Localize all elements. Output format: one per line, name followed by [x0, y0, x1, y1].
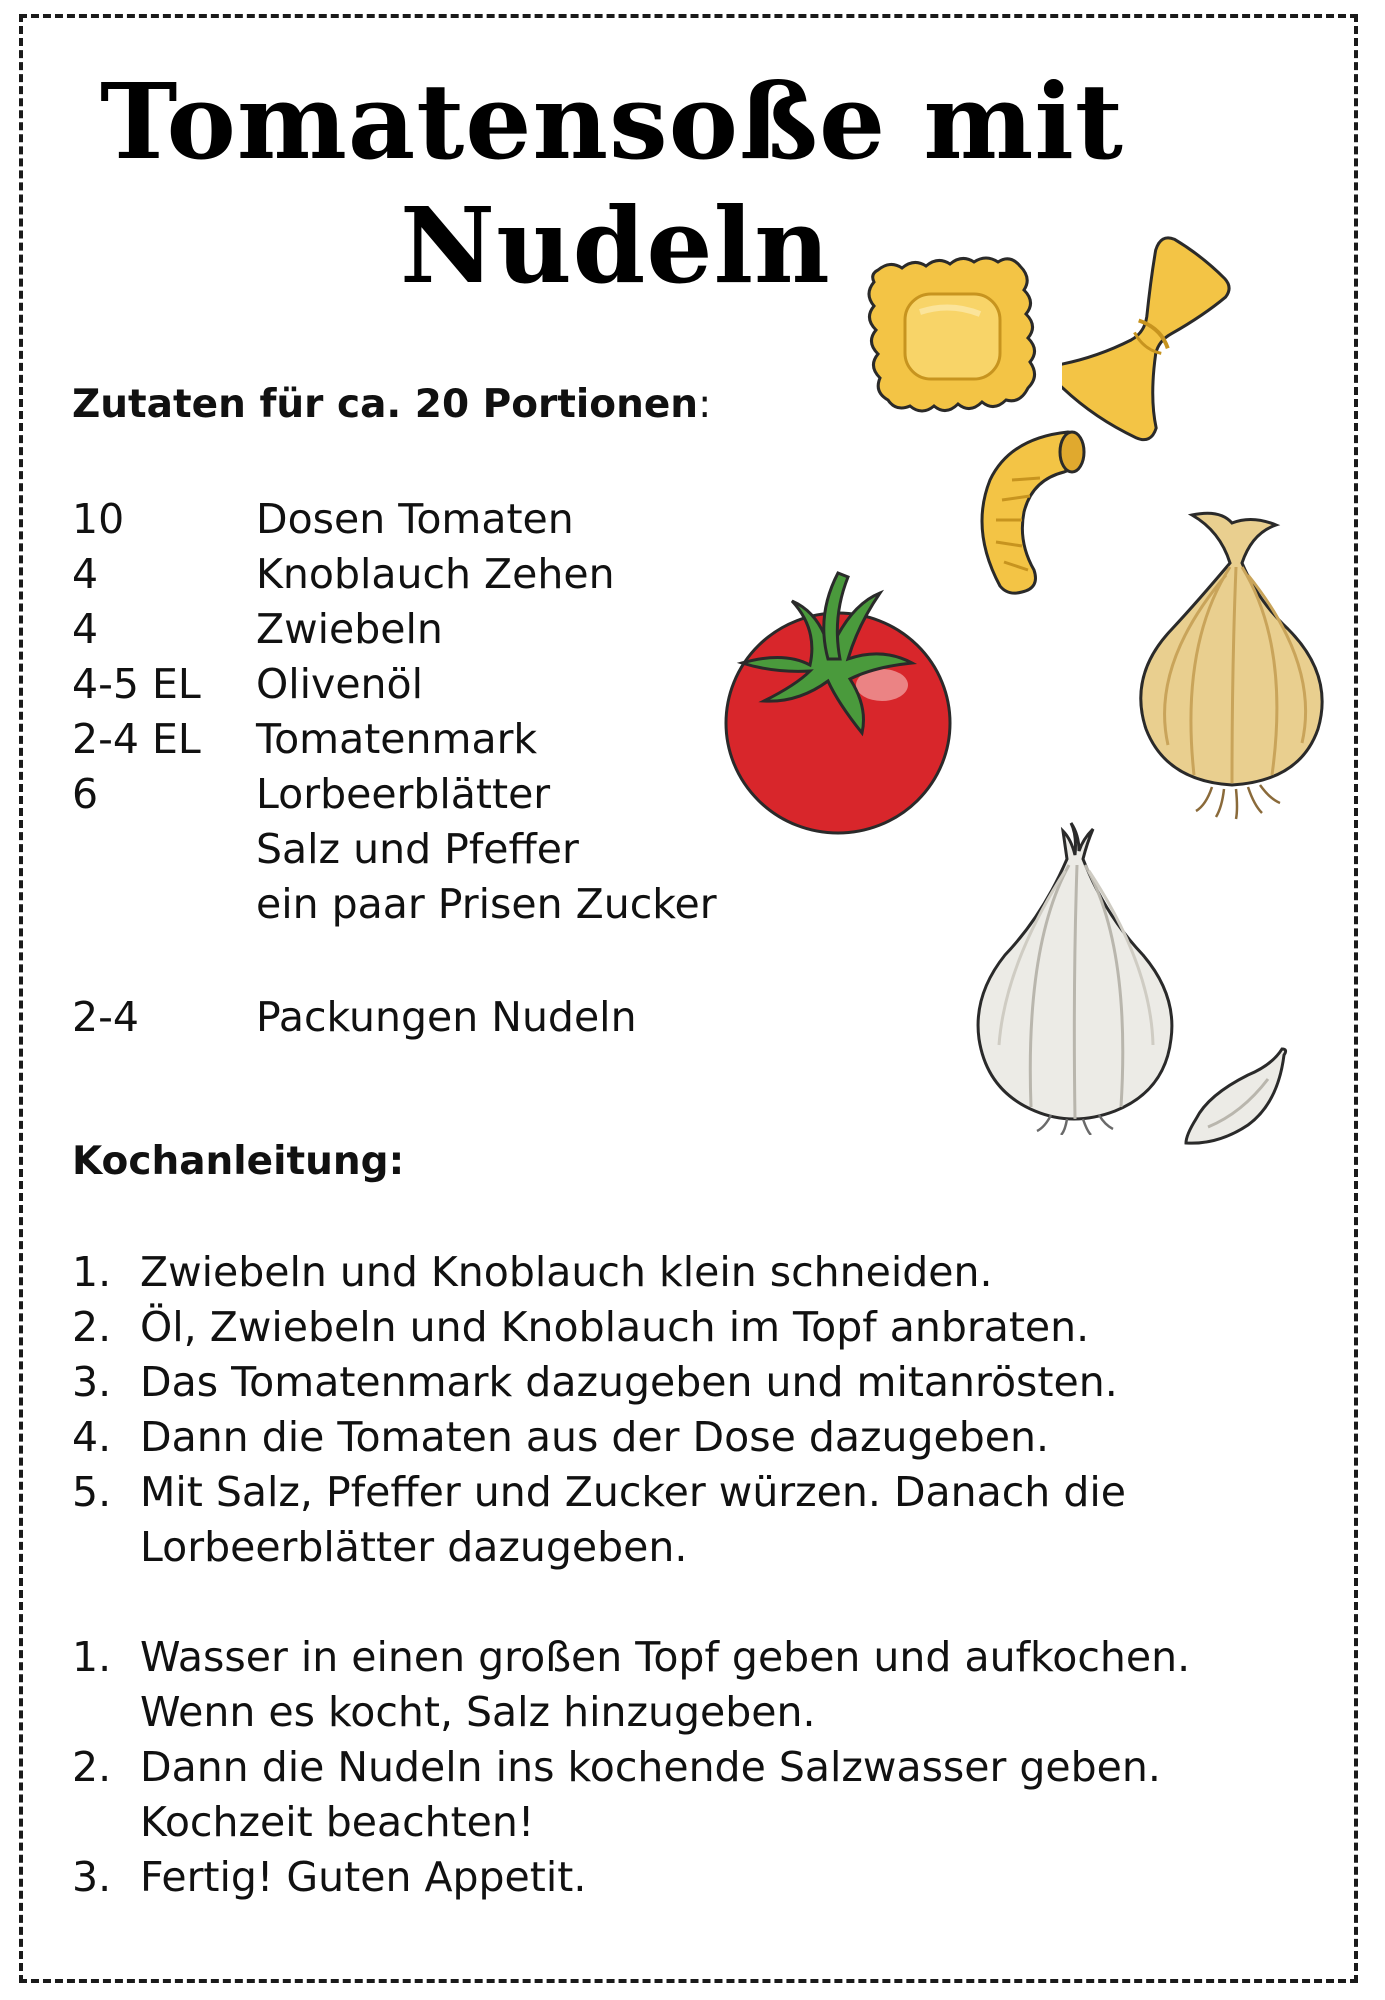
- step-item: [72, 1740, 1252, 1850]
- step-number: 4.: [72, 1413, 112, 1461]
- farfalle-icon: [1062, 236, 1242, 446]
- step-text: Zwiebeln und Knoblauch klein schneiden.: [140, 1248, 993, 1296]
- step-item: [72, 1355, 1252, 1410]
- garlic-icon: [965, 815, 1185, 1135]
- ingredient-name: Lorbeerblätter: [256, 770, 551, 818]
- ingredient-list: [72, 492, 717, 932]
- step-number: 3.: [72, 1853, 112, 1901]
- ingredient-qty: 4: [72, 550, 99, 598]
- ingredient-item: [72, 767, 717, 822]
- ingredient-name: Olivenöl: [256, 660, 424, 708]
- step-text: Das Tomatenmark dazugeben und mitanrösten.: [140, 1358, 1118, 1406]
- ingredient-name: Salz und Pfeffer: [256, 825, 579, 873]
- macaroni-icon: [960, 420, 1090, 600]
- step-item: [72, 1630, 1252, 1740]
- ingredient-item: [72, 602, 717, 657]
- ingredient-name: Packungen Nudeln: [256, 993, 637, 1041]
- ravioli-icon: [850, 232, 1050, 442]
- step-text: Wasser in einen großen Topf geben und aufkochen. Wenn es kocht, Salz hinzugeben.: [140, 1633, 1191, 1736]
- tomato-icon: [700, 555, 960, 845]
- step-text: Dann die Nudeln ins kochende Salzwasser geben. Kochzeit beachten!: [140, 1743, 1161, 1846]
- ingredient-item: [72, 547, 717, 602]
- pasta-steps-list: [72, 1630, 1252, 1905]
- step-item: [72, 1410, 1252, 1465]
- ingredient-qty: [72, 822, 256, 877]
- step-text: Dann die Tomaten aus der Dose dazugeben.: [140, 1413, 1050, 1461]
- step-number: 2.: [72, 1743, 112, 1791]
- step-text: Mit Salz, Pfeffer und Zucker würzen. Danach die Lorbeerblätter dazugeben.: [140, 1468, 1126, 1571]
- step-item: [72, 1850, 1252, 1905]
- step-text: Öl, Zwiebeln und Knoblauch im Topf anbraten.: [140, 1303, 1090, 1351]
- ingredient-item: [72, 822, 717, 877]
- title-line-1: Tomatensoße mit: [100, 60, 1124, 183]
- steps-heading: Kochanleitung:: [72, 1139, 405, 1184]
- step-number: 2.: [72, 1303, 112, 1351]
- ingredient-qty: 2-4: [72, 993, 139, 1041]
- step-item: [72, 1245, 1252, 1300]
- ingredient-qty: 6: [72, 770, 99, 818]
- pasta-ingredient-list: [72, 990, 637, 1045]
- ingredients-heading-colon: :: [698, 382, 712, 427]
- onion-icon: [1120, 505, 1350, 825]
- ingredient-qty: 2-4 EL: [72, 715, 201, 763]
- ingredient-name: ein paar Prisen Zucker: [256, 880, 717, 928]
- ingredient-item: [72, 657, 717, 712]
- ingredients-heading-text: Zutaten für ca. 20 Portionen: [72, 382, 699, 427]
- ingredient-qty: 4: [72, 605, 99, 653]
- ingredients-heading: [72, 380, 711, 430]
- ingredient-item: [72, 877, 717, 932]
- ingredient-name: Dosen Tomaten: [256, 495, 574, 543]
- garlic-clove-icon: [1178, 1045, 1298, 1155]
- ingredient-name: Zwiebeln: [256, 605, 443, 653]
- ingredient-item: [72, 492, 717, 547]
- ingredient-item: [72, 712, 717, 767]
- step-item: [72, 1300, 1252, 1355]
- step-number: 1.: [72, 1633, 112, 1681]
- step-number: 3.: [72, 1358, 112, 1406]
- ingredient-qty: 4-5 EL: [72, 660, 201, 708]
- ingredient-name: Tomatenmark: [256, 715, 538, 763]
- step-text: Fertig! Guten Appetit.: [140, 1853, 587, 1901]
- ingredient-qty: [72, 877, 256, 932]
- ingredient-item: [72, 990, 637, 1045]
- step-item: [72, 1465, 1252, 1575]
- step-number: 5.: [72, 1468, 112, 1516]
- step-number: 1.: [72, 1248, 112, 1296]
- sauce-steps-list: [72, 1245, 1252, 1575]
- ingredient-qty: 10: [72, 495, 125, 543]
- ingredient-name: Knoblauch Zehen: [256, 550, 615, 598]
- title-line-2: Nudeln: [400, 184, 831, 307]
